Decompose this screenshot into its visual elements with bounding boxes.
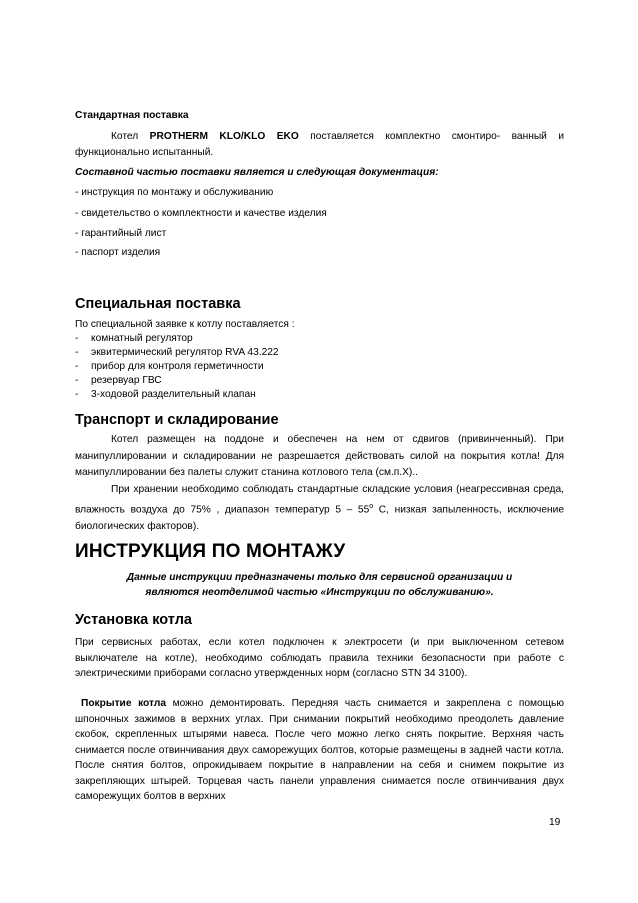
mounting-heading: ИНСТРУКЦИЯ ПО МОНТАЖУ <box>75 541 346 562</box>
transport-paragraph-1: Котел размещен на поддоне и обеспечен на нем от сдвигов (привинченный). При манипуллировании и складировании не разрешается действовать силой на покрытия котла! Для манипуллировании без палеты служит станина котлового тела (см.п.Х).. <box>75 434 564 478</box>
documentation-heading: Составной частью поставки является и следующая документация: <box>75 167 439 178</box>
list-item: - прибор для контроля герметичности <box>75 360 564 374</box>
list-item: - 3-ходовой разделительный клапан <box>75 388 564 402</box>
list-item: - комнатный регулятор <box>75 332 564 346</box>
transport-p2-pre: При хранении необходимо соблюдать стандартные складские условия (неагрессивная среда, влажность воздуха до 75% , диапазон температур 5 – 55 <box>75 484 564 516</box>
doc-item: - гарантийный лист <box>75 228 167 239</box>
installation-paragraph-2 <box>75 696 564 805</box>
standard-delivery-paragraph <box>75 129 564 161</box>
installation-heading: Установка котла <box>75 612 192 628</box>
list-item: - эквитермический регулятор RVA 43.222 <box>75 346 564 360</box>
installation-paragraph-1: При сервисных работах, если котел подключен к электросети (и при выключенном сетевом выключателе на котле), необходимо соблюдать правила техники безопасности при работе с электрическими приборами согласно утвержденных норм (согласно STN 34 3100). <box>75 637 564 679</box>
product-name: PROTHERM KLO/KLO EKO <box>149 131 299 142</box>
transport-paragraph-2 <box>75 481 564 535</box>
list-item: - резервуар ГВС <box>75 374 564 388</box>
page-number: 19 <box>549 817 561 828</box>
special-delivery-list <box>75 332 564 402</box>
special-delivery-heading: Специальная поставка <box>75 296 241 312</box>
standard-p1-pre: Котел <box>111 131 150 142</box>
standard-p1-post: поставляется комплектно смонтиро- ванный и функционально испытанный. <box>75 131 565 158</box>
mounting-note: Данные инструкции предназначены только для сервисной организации и являются неотделимой частью «Инструкции по обслуживанию». <box>126 572 513 598</box>
standard-delivery-heading: Стандартная поставка <box>75 110 189 121</box>
transport-p2-post: C, низкая запыленность, исключение биологических факторов). <box>75 504 565 533</box>
doc-item: - инструкция по монтажу и обслуживанию <box>75 187 274 198</box>
special-delivery-intro: По специальной заявке к котлу поставляется : <box>75 319 295 330</box>
degree-sup: о <box>369 503 374 510</box>
cover-term: Покрытие котла <box>81 698 167 709</box>
installation-p2-rest: можно демонтировать. Передняя часть снимается и закреплена с помощью шпоночных зажимов в верхних углах. При снимании покрытий необходимо преодолеть давление скобок, скрепленных штырями навеса. После чего можно легко снять покрытие. Верхняя часть снимается после отвинчивания двух саморежущих болтов, которые размещены в задней части котла. После снятия болтов, опрокидываем покрытие в направлении на себя и снимем покрытие из закрепляющих штырей. Торцевая часть панели управления снимается после отвинчивания двух саморежущих болтов в верхних <box>75 698 564 802</box>
doc-item: - паспорт изделия <box>75 247 161 258</box>
doc-item: - свидетельство о комплектности и качестве изделия <box>75 208 327 219</box>
transport-heading: Транспорт и складирование <box>75 412 279 428</box>
